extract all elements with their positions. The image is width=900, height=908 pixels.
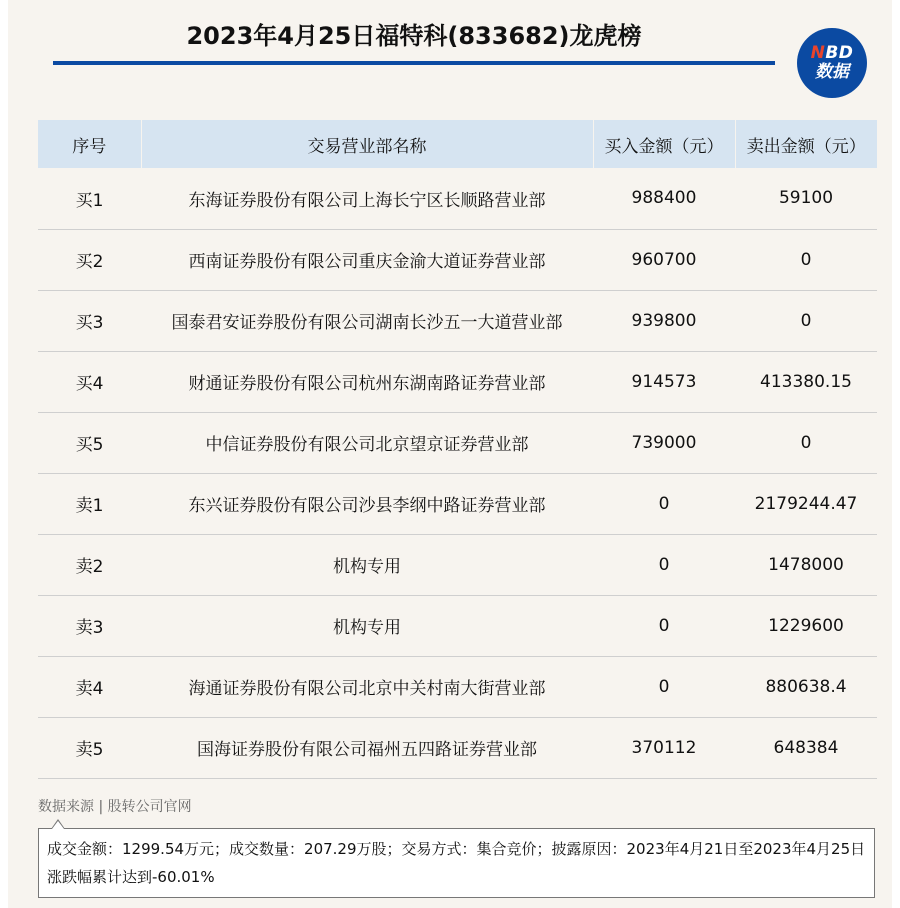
rank-cell: 买3 [38, 290, 141, 351]
page-title: 2023年4月25日福特科(833682)龙虎榜 [186, 22, 642, 50]
sell-amount-cell: 59100 [735, 168, 877, 229]
logo-top-text [811, 45, 854, 62]
nbd-logo [797, 28, 867, 98]
buy-amount-cell: 739000 [593, 412, 735, 473]
sell-amount-cell: 0 [735, 229, 877, 290]
broker-name-cell: 东兴证券股份有限公司沙县李纲中路证券营业部 [141, 473, 593, 534]
table-row [38, 595, 877, 656]
data-source: 数据来源 | 股转公司官网 [38, 799, 192, 815]
broker-name-cell: 海通证券股份有限公司北京中关村南大街营业部 [141, 656, 593, 717]
buy-amount-cell: 0 [593, 534, 735, 595]
title-underline [53, 61, 775, 65]
sell-amount-cell: 0 [735, 412, 877, 473]
rank-cell: 卖2 [38, 534, 141, 595]
table-row [38, 229, 877, 290]
logo-bottom-text: 数据 [815, 62, 849, 82]
trade-summary-note: 成交金额：1299.54万元；成交数量：207.29万股；交易方式：集合竞价；披露原因：2023年4月21日至2023年4月25日涨跌幅累计达到-60.01% [38, 828, 875, 898]
table-row [38, 290, 877, 351]
buy-amount-cell: 0 [593, 595, 735, 656]
rank-cell: 买4 [38, 351, 141, 412]
broker-name-cell: 机构专用 [141, 534, 593, 595]
logo-n: N [810, 43, 826, 63]
sell-amount-cell: 1229600 [735, 595, 877, 656]
column-header-name: 交易营业部名称 [141, 120, 593, 168]
table-row [38, 473, 877, 534]
sell-amount-cell: 880638.4 [735, 656, 877, 717]
sell-amount-cell: 1478000 [735, 534, 877, 595]
sell-amount-cell: 0 [735, 290, 877, 351]
logo-bd: BD [825, 43, 854, 63]
table-row [38, 717, 877, 778]
column-header-buy: 买入金额（元） [593, 120, 735, 168]
table-row [38, 534, 877, 595]
rank-cell: 买5 [38, 412, 141, 473]
column-header-sell: 卖出金额（元） [735, 120, 877, 168]
sell-amount-cell: 648384 [735, 717, 877, 778]
table-row [38, 656, 877, 717]
table-row [38, 351, 877, 412]
rank-cell: 卖3 [38, 595, 141, 656]
column-header-rank: 序号 [38, 120, 141, 168]
rank-cell: 买1 [38, 168, 141, 229]
rank-cell: 卖5 [38, 717, 141, 778]
buy-amount-cell: 960700 [593, 229, 735, 290]
dragon-tiger-table [38, 120, 877, 779]
buy-amount-cell: 0 [593, 473, 735, 534]
table-row [38, 168, 877, 229]
buy-amount-cell: 988400 [593, 168, 735, 229]
broker-name-cell: 机构专用 [141, 595, 593, 656]
rank-cell: 买2 [38, 229, 141, 290]
broker-name-cell: 国海证券股份有限公司福州五四路证券营业部 [141, 717, 593, 778]
buy-amount-cell: 914573 [593, 351, 735, 412]
note-pointer-fill [52, 821, 64, 829]
buy-amount-cell: 370112 [593, 717, 735, 778]
broker-name-cell: 西南证券股份有限公司重庆金渝大道证券营业部 [141, 229, 593, 290]
sell-amount-cell: 2179244.47 [735, 473, 877, 534]
rank-cell: 卖1 [38, 473, 141, 534]
table-header-row [38, 120, 877, 168]
sell-amount-cell: 413380.15 [735, 351, 877, 412]
broker-name-cell: 东海证券股份有限公司上海长宁区长顺路营业部 [141, 168, 593, 229]
table-row [38, 412, 877, 473]
broker-name-cell: 财通证券股份有限公司杭州东湖南路证券营业部 [141, 351, 593, 412]
broker-name-cell: 国泰君安证券股份有限公司湖南长沙五一大道营业部 [141, 290, 593, 351]
report-card [8, 0, 892, 908]
buy-amount-cell: 0 [593, 656, 735, 717]
rank-cell: 卖4 [38, 656, 141, 717]
buy-amount-cell: 939800 [593, 290, 735, 351]
broker-name-cell: 中信证券股份有限公司北京望京证券营业部 [141, 412, 593, 473]
